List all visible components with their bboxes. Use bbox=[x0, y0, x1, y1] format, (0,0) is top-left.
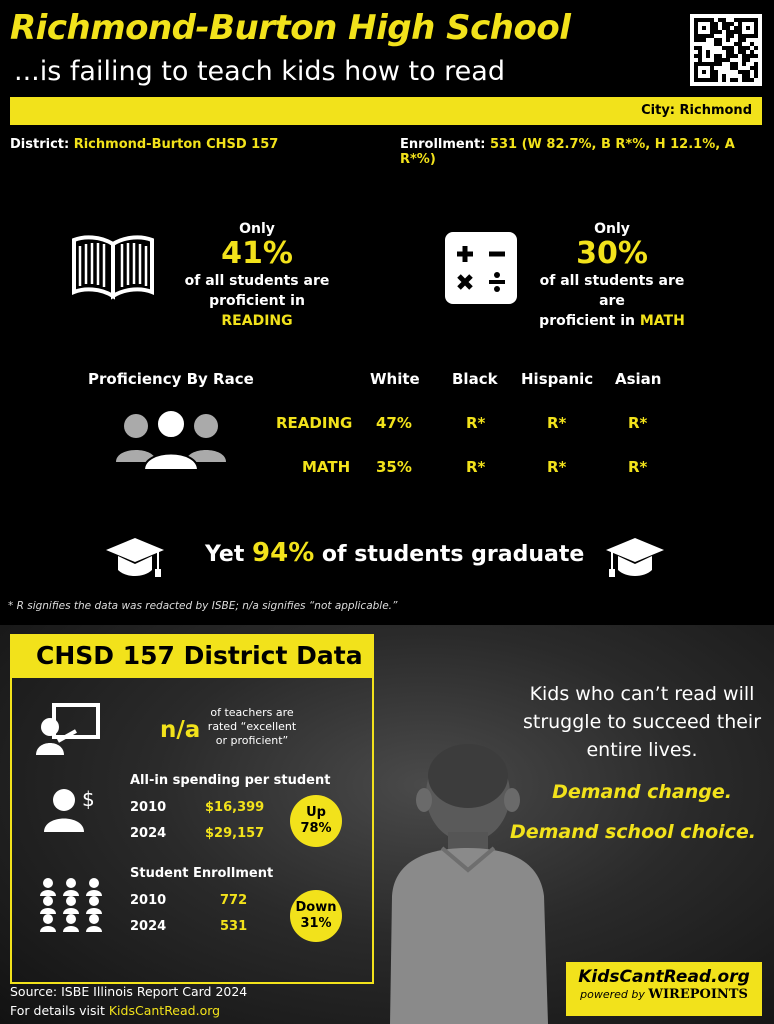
race-table-title: Proficiency By Race bbox=[88, 370, 254, 388]
demand-change: Demand change. bbox=[552, 781, 732, 803]
race-row-label-reading: READING bbox=[276, 414, 353, 432]
reading-percent: 41% bbox=[221, 236, 293, 271]
svg-text:$: $ bbox=[82, 787, 95, 811]
spending-value-2010: $16,399 bbox=[205, 800, 265, 815]
math-subject: MATH bbox=[639, 313, 685, 329]
teachers-rated-desc bbox=[204, 706, 300, 748]
message-line2: struggle to succeed their bbox=[522, 711, 762, 733]
enrollment-badge-line2: 31% bbox=[300, 916, 332, 931]
city-bar bbox=[10, 97, 762, 125]
source-line2-prefix: For details visit bbox=[10, 1003, 109, 1018]
page-subtitle: ...is failing to teach kids how to read bbox=[14, 56, 505, 87]
enrollment-year-2010: 2010 bbox=[130, 893, 167, 908]
logo-powered-by: powered by bbox=[580, 988, 649, 1001]
spending-year-2010: 2010 bbox=[130, 800, 167, 815]
math-proficiency bbox=[527, 221, 697, 331]
city-value: Richmond bbox=[679, 103, 752, 118]
kidscantread-logo[interactable] bbox=[566, 962, 762, 1016]
graduation-statement bbox=[205, 538, 584, 568]
logo-brand: WIREPOINTS bbox=[648, 987, 748, 1002]
teachers-rated-value: n/a bbox=[160, 717, 201, 743]
teacher-at-board-icon bbox=[36, 703, 102, 759]
race-cell-reading-asian: R* bbox=[628, 414, 648, 432]
book-icon bbox=[70, 234, 156, 304]
race-cell-math-black: R* bbox=[466, 458, 486, 476]
demand-school-choice: Demand school choice. bbox=[509, 821, 757, 843]
logo-sub-text bbox=[566, 987, 762, 1002]
teachers-desc-line1: of teachers are bbox=[210, 706, 294, 719]
enrollment-label: Enrollment: bbox=[400, 137, 486, 152]
race-header-asian: Asian bbox=[615, 370, 662, 388]
math-only: Only bbox=[594, 221, 630, 237]
district-label: District: bbox=[10, 137, 70, 152]
calculator-icon bbox=[445, 232, 517, 308]
source-line1: Source: ISBE Illinois Report Card 2024 bbox=[10, 984, 248, 999]
logo-main-text: KidsCantRead.org bbox=[578, 967, 750, 987]
race-row-label-math: MATH bbox=[302, 458, 351, 476]
source-note bbox=[10, 982, 247, 1020]
math-percent: 30% bbox=[576, 236, 648, 271]
math-desc-prefix: proficient in bbox=[539, 313, 640, 329]
spending-title: All-in spending per student bbox=[130, 773, 331, 788]
race-header-white: White bbox=[370, 370, 420, 388]
students-group-icon bbox=[38, 876, 104, 936]
math-desc-line1: of all students are are bbox=[539, 273, 685, 309]
race-cell-reading-black: R* bbox=[466, 414, 486, 432]
spending-year-2024: 2024 bbox=[130, 826, 167, 841]
enrollment-value: 531 (W 82.7%, B R*%, H 12.1%, A R*%) bbox=[400, 137, 735, 167]
district-info bbox=[10, 137, 278, 152]
district-value: Richmond-Burton CHSD 157 bbox=[73, 137, 279, 152]
teachers-desc-line3: or proficient” bbox=[215, 734, 289, 747]
enrollment-badge-line1: Down bbox=[295, 900, 337, 915]
graduation-suffix: of students graduate bbox=[314, 542, 585, 567]
source-line2 bbox=[10, 1001, 247, 1020]
enrollment-value-2024: 531 bbox=[220, 919, 248, 934]
race-cell-reading-hispanic: R* bbox=[547, 414, 567, 432]
spending-badge-line1: Up bbox=[306, 805, 326, 820]
call-to-action bbox=[509, 680, 764, 846]
reading-only: Only bbox=[239, 221, 275, 237]
reading-desc-prefix: proficient in bbox=[209, 293, 305, 309]
enrollment-change-badge bbox=[290, 890, 342, 942]
enrollment-info bbox=[400, 137, 774, 167]
reading-desc-line1: of all students are bbox=[184, 273, 330, 289]
race-header-black: Black bbox=[452, 370, 498, 388]
race-cell-math-asian: R* bbox=[628, 458, 648, 476]
footnote: * R signifies the data was redacted by ISBE; n/a signifies “not applicable.” bbox=[8, 600, 398, 612]
qr-code-icon[interactable] bbox=[690, 14, 762, 86]
graduation-cap-icon bbox=[604, 536, 666, 584]
spending-value-2024: $29,157 bbox=[205, 826, 265, 841]
reading-subject: READING bbox=[221, 313, 293, 329]
message-line1: Kids who can’t read will bbox=[529, 683, 755, 705]
person-dollar-icon bbox=[44, 786, 100, 838]
district-data-title: CHSD 157 District Data bbox=[10, 634, 374, 678]
city-label: City: bbox=[641, 103, 675, 118]
spending-change-badge bbox=[290, 795, 342, 847]
spending-badge-line2: 78% bbox=[300, 821, 332, 836]
source-link[interactable]: KidsCantRead.org bbox=[108, 1003, 221, 1018]
page-title: Richmond-Burton High School bbox=[10, 8, 571, 48]
enrollment-year-2024: 2024 bbox=[130, 919, 167, 934]
math-desc-line2 bbox=[527, 311, 697, 331]
race-cell-reading-white: 47% bbox=[376, 414, 412, 432]
group-of-people-icon bbox=[114, 408, 228, 478]
race-header-hispanic: Hispanic bbox=[521, 370, 594, 388]
reading-desc-line2 bbox=[172, 291, 342, 331]
graduation-cap-icon bbox=[104, 536, 166, 584]
enrollment-value-2010: 772 bbox=[220, 893, 248, 908]
teachers-desc-line2: rated “excellent bbox=[207, 720, 297, 733]
race-cell-math-hispanic: R* bbox=[547, 458, 567, 476]
enrollment-title: Student Enrollment bbox=[130, 866, 274, 881]
graduation-percent: 94% bbox=[252, 538, 315, 568]
reading-proficiency bbox=[172, 221, 342, 331]
graduation-prefix: Yet bbox=[205, 542, 253, 567]
message-line3: entire lives. bbox=[586, 739, 698, 761]
race-cell-math-white: 35% bbox=[376, 458, 412, 476]
